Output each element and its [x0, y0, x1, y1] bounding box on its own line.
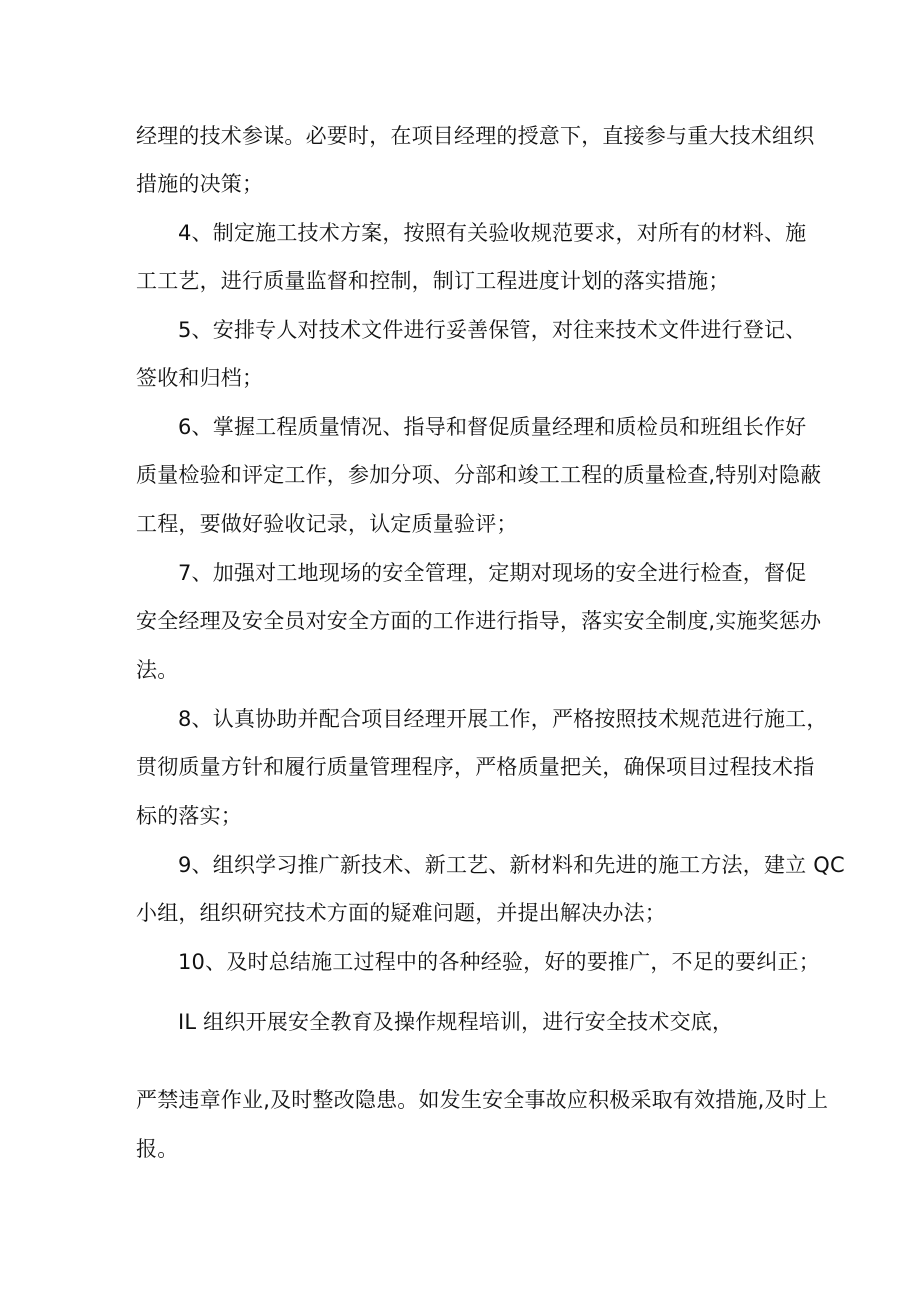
paragraph-4-line-1: 4、制定施工技术方案，按照有关验收规范要求，对所有的材料、施: [178, 221, 807, 245]
paragraph-7-line-2: 安全经理及安全员对安全方面的工作进行指导，落实安全制度,实施奖惩办: [136, 609, 822, 633]
paragraph-4-line-2: 工工艺，进行质量监督和控制，制订工程进度计划的落实措施；: [136, 269, 730, 293]
paragraph-11-line-2: 严禁违章作业,及时整改隐患。如发生安全事故应积极采取有效措施,及时上: [136, 1088, 829, 1112]
paragraph-8-line-1: 8、认真协助并配合项目经理开展工作，严格按照技术规范进行施工，: [178, 707, 828, 731]
paragraph-7-line-1: 7、加强对工地现场的安全管理，定期对现场的安全进行检查，督促: [178, 561, 807, 585]
paragraph-10-line-1: 10、及时总结施工过程中的各种经验，好的要推广，不足的要纠正；: [178, 950, 820, 974]
paragraph-8-line-3: 标的落实；: [136, 804, 242, 828]
text-line: 措施的决策；: [136, 172, 264, 196]
paragraph-6-line-3: 工程，要做好验收记录，认定质量验评；: [136, 512, 518, 536]
paragraph-5-line-1: 5、安排专人对技术文件进行妥善保管，对往来技术文件进行登记、: [178, 318, 807, 342]
text-line: 经理的技术参谋。必要时，在项目经理的授意下，直接参与重大技术组织: [136, 124, 815, 148]
paragraph-9-line-2: 小组，组织研究技术方面的疑难问题，并提出解决办法；: [136, 901, 666, 925]
paragraph-11-line-1: IL 组织开展安全教育及操作规程培训，进行安全技术交底，: [178, 1010, 734, 1034]
paragraph-6-line-2: 质量检验和评定工作，参加分项、分部和竣工工程的质量检查,特别对隐蔽: [136, 463, 822, 487]
paragraph-9-line-1: 9、组织学习推广新技术、新工艺、新材料和先进的施工方法，建立 QC: [178, 853, 845, 877]
paragraph-7-line-3: 法。: [136, 658, 179, 682]
paragraph-8-line-2: 贯彻质量方针和履行质量管理程序，严格质量把关，确保项目过程技术指: [136, 755, 815, 779]
paragraph-11-line-3: 报。: [136, 1137, 179, 1161]
paragraph-5-line-2: 签收和归档；: [136, 366, 264, 390]
paragraph-6-line-1: 6、掌握工程质量情况、指导和督促质量经理和质检员和班组长作好: [178, 415, 807, 439]
